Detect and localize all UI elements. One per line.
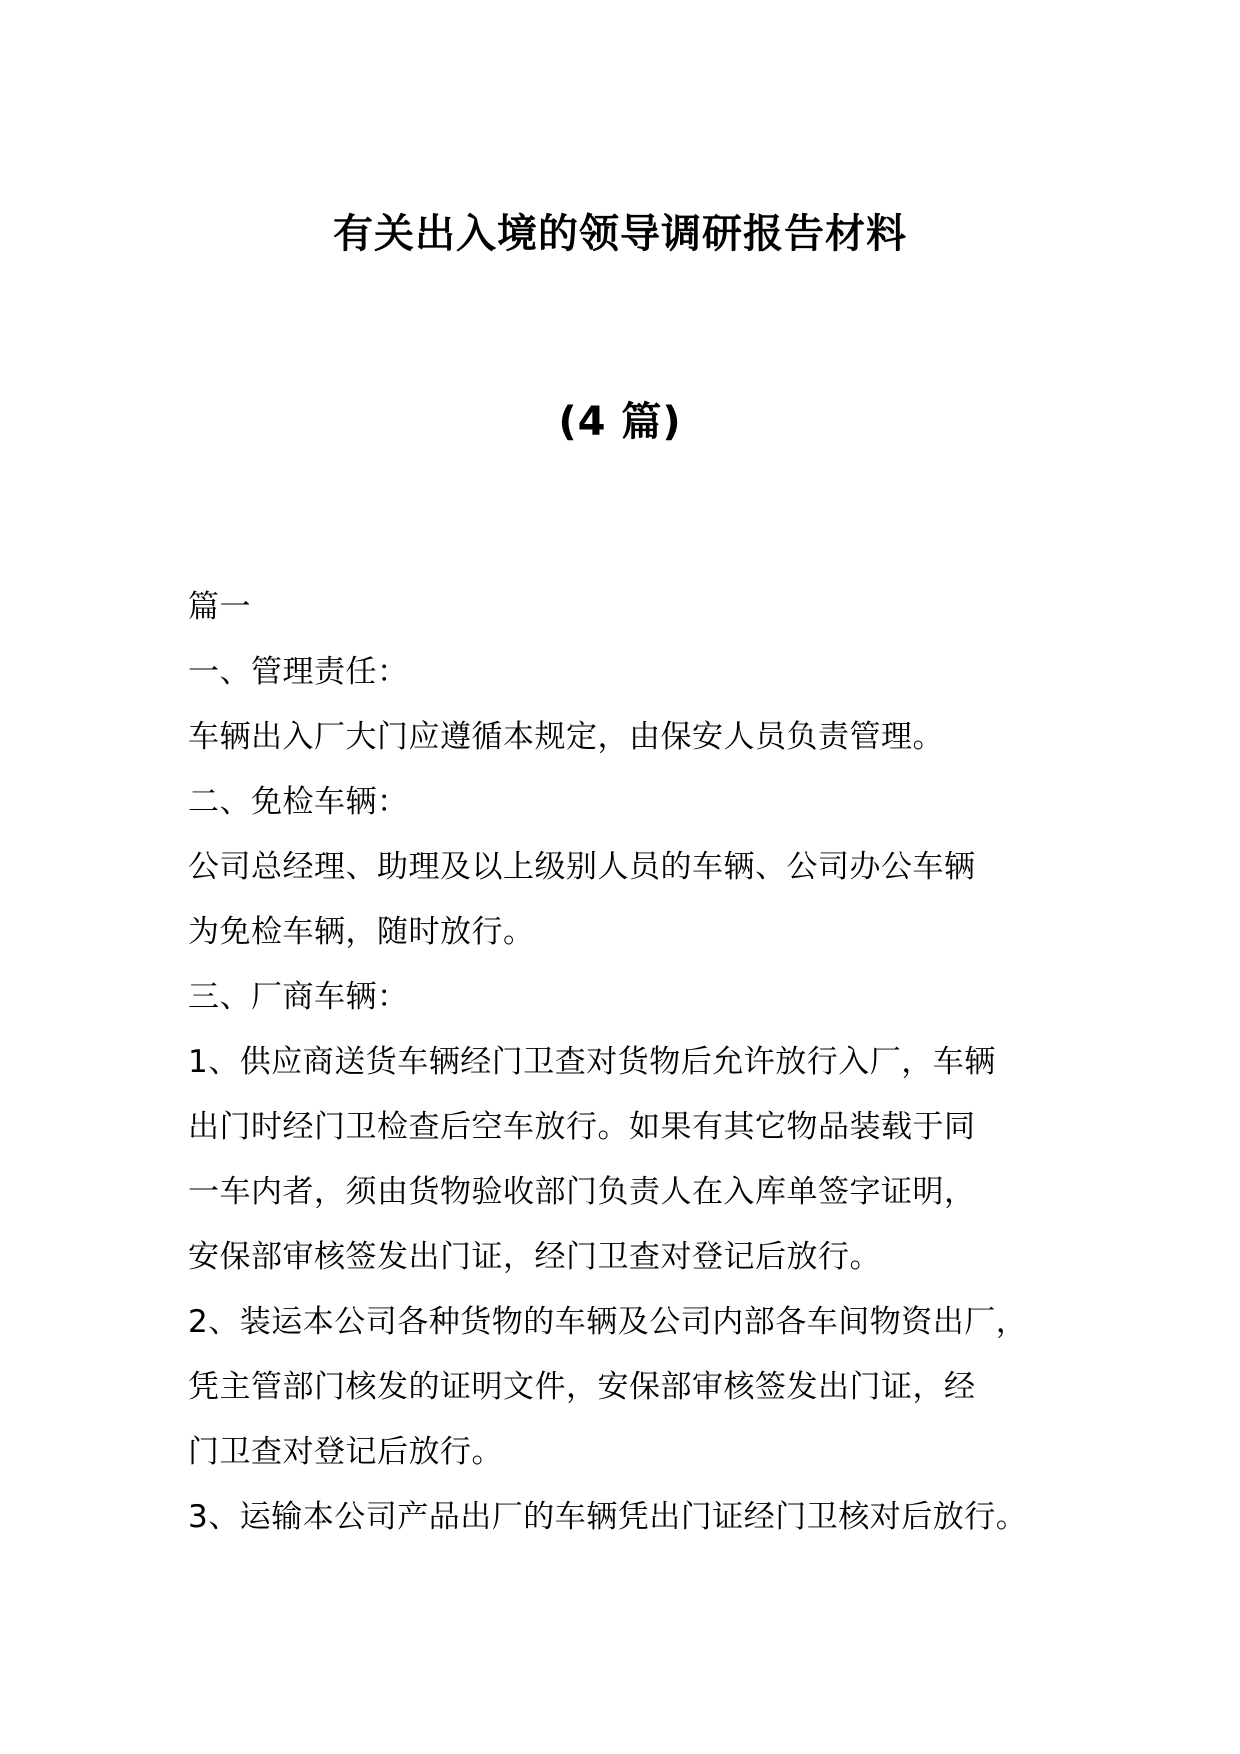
clause-heading: 三、厂商车辆： <box>188 979 409 1015</box>
paragraph-line: 1、供应商送货车辆经门卫查对货物后允许放行入厂，车辆 <box>188 1044 996 1080</box>
document-body <box>188 575 1088 1550</box>
document-title: 有关出入境的领导调研报告材料 <box>333 211 907 257</box>
clause-heading: 二、免检车辆： <box>188 784 409 820</box>
paragraph-line: 3、运输本公司产品出厂的车辆凭出门证经门卫核对后放行。 <box>188 1499 1028 1535</box>
paragraph-line: 凭主管部门核发的证明文件，安保部审核签发出门证，经 <box>188 1369 976 1405</box>
paragraph-line: 出门时经门卫检查后空车放行。如果有其它物品装载于同 <box>188 1109 976 1145</box>
paragraph-line: 一车内者，须由货物验收部门负责人在入库单签字证明， <box>188 1174 976 1210</box>
paragraph-line: 为免检车辆，随时放行。 <box>188 914 535 950</box>
paragraph-line: 安保部审核签发出门证，经门卫查对登记后放行。 <box>188 1239 881 1275</box>
paragraph-line: 门卫查对登记后放行。 <box>188 1434 503 1470</box>
paragraph-line: 2、装运本公司各种货物的车辆及公司内部各车间物资出厂， <box>188 1304 1028 1340</box>
paragraph-line: 车辆出入厂大门应遵循本规定，由保安人员负责管理。 <box>188 719 944 755</box>
clause-heading: 一、管理责任： <box>188 654 409 690</box>
paragraph-line: 公司总经理、助理及以上级别人员的车辆、公司办公车辆 <box>188 849 976 885</box>
document-subtitle: (4 篇) <box>558 399 682 445</box>
section-heading: 篇一 <box>188 589 251 625</box>
